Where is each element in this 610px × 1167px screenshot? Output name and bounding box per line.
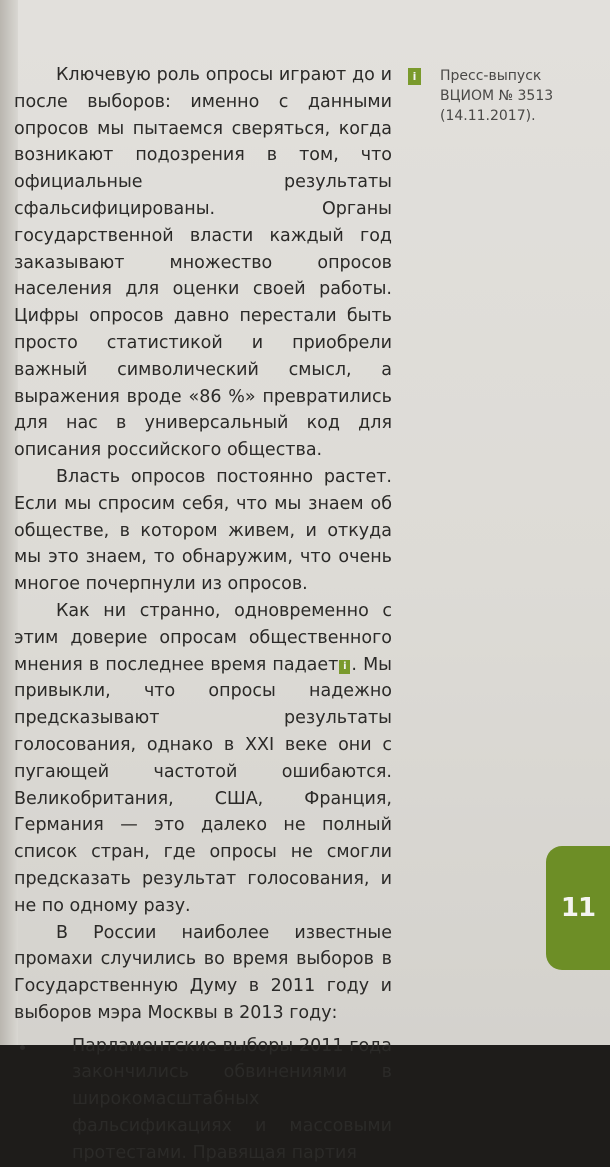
paragraph-1: Ключевую роль опросы играют до и после выборов: именно с данными опросов мы пытаемся сверяться, когда возникают подозрения в том, что официальные результаты сфальсифицированы. Органы государственной власти каждый год заказывают множество опросов населения для оценки своей работы. Цифры опросов давно перестали быть просто статистикой и приобрели важный символический смысл, а выражения вроде «86 %» превратились для нас в универсальный код для описания российского общества. <box>14 65 392 461</box>
paragraph-4: В России наиболее известные промахи случились во время выборов в Государственную Думу в 2011 году и выборов мэра Москвы в 2013 году: <box>14 922 392 1023</box>
paragraph-3-text-end: . Мы привыкли, что опросы надежно предсказывают результаты голосования, однако в XXI веке они с пугающей частотой ошибаются. Великобритания, США, Франция, Германия — это далеко не полный список стран, где опросы не смогли предсказать результат голосования, и не по одному разу. <box>14 654 392 916</box>
side-note-text: Пресс-выпуск ВЦИОМ № 3513 (14.11.2017). <box>440 68 554 124</box>
bullet-dot-icon <box>20 1045 25 1050</box>
bullet-list <box>14 1033 392 1167</box>
side-note <box>408 66 598 126</box>
paragraph-2: Власть опросов постоянно растет. Если мы спросим себя, что мы знаем об обществе, в котором живем, и откуда мы это знаем, то обнаружим, что очень многое почерпнули из опросов. <box>14 466 392 595</box>
paragraph-3 <box>14 598 392 920</box>
list-item <box>14 1033 392 1167</box>
page-number-tab <box>546 846 610 970</box>
main-text-column <box>14 62 392 1167</box>
side-note-marker-icon: i <box>408 68 421 85</box>
page-number: 11 <box>560 893 596 923</box>
paragraph-3-text-start: Как ни странно, одновременно с этим доверие опросам общественного мнения в последнее время падает <box>14 600 392 675</box>
bullet-text: Парламентские выборы 2011 года закончились обвинениями в широкомасштабных фальсификациях и массовыми протестами. Правящая партия <box>72 1035 392 1163</box>
footnote-marker-icon[interactable]: i <box>339 660 350 674</box>
